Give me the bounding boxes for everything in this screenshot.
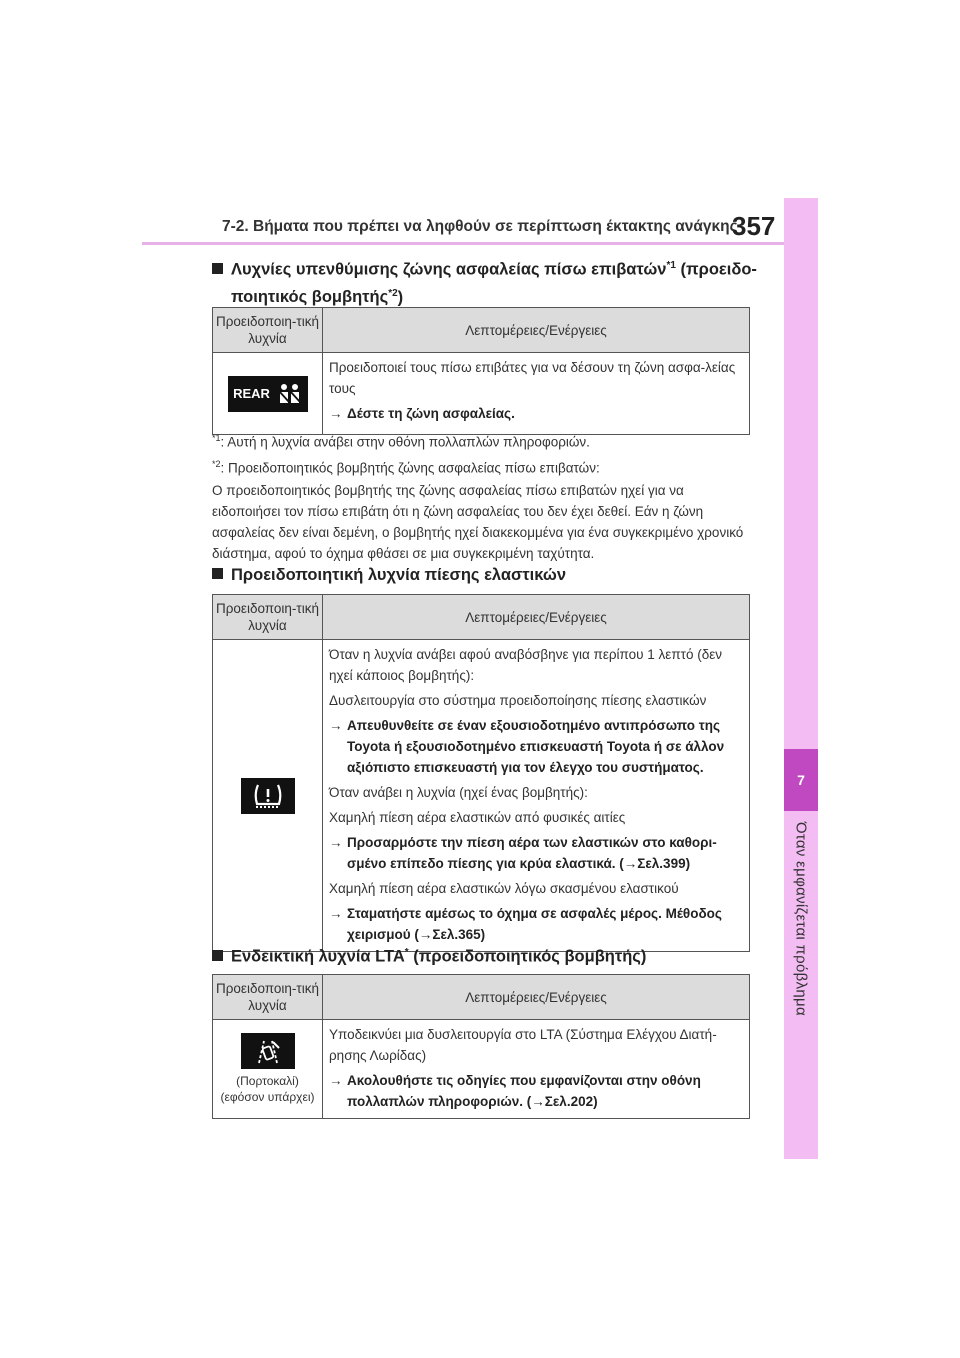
lta-indicator-icon [241, 1033, 295, 1069]
details-cell: Όταν η λυχνία ανάβει αφού αναβόσβηνε για περίπου 1 λεπτό (δεν ηχεί κάποιος βομβητής): Δυσλειτουργία στο σύστημα προειδοποίησης πίεσης ελαστικών → Απευθυνθείτε σε έναν εξουσιοδοτημένο αντιπρόσωπο της Toyota ή εξουσιοδοτημένο επισκευαστή Toyota ή σε άλλον αξιόπιστο επισκευαστή για τον έλεγχο του συστήματος. Όταν ανάβει η λυχνία (ηχεί ένας βομβητής): Χαμηλή πίεση αέρα ελαστικών από φυσικές αιτίες → Προσαρμόστε την πίεση αέρα των ελαστικών στο καθορι-σμένο επίπεδο πίεσης για κρύα ελαστικά. (→Σελ.399) Χαμηλή πίεση αέρα ελαστικών λόγω σκασμένου ελαστικού → Σταματήστε αμέσως το όχημα σε ασφαλές μέρος. Μέθοδος χειρισμού (→Σελ.365) [323, 640, 750, 952]
square-bullet-icon [212, 568, 223, 579]
warning-light-cell [213, 1020, 323, 1119]
chapter-label: Όταν εμφανίζεται πρόβλημα [792, 822, 810, 1016]
header-details: Λεπτομέρειες/Ενέργειες [323, 308, 750, 353]
header-warning-light: Προειδοποιη-τική λυχνία [213, 308, 323, 353]
header-warning-light: Προειδοποιη-τική λυχνία [213, 975, 323, 1020]
action-item: → Απευθυνθείτε σε έναν εξουσιοδοτημένο αντιπρόσωπο της Toyota ή εξουσιοδοτημένο επισκευαστή Toyota ή σε άλλον αξιόπιστο επισκευαστή για τον έλεγχο του συστήματος. [329, 718, 725, 775]
section-heading-lta: Ενδεικτική λυχνία LTA* (προειδοποιητικός βομβητής) [212, 941, 646, 969]
tire-pressure-warning-icon [241, 778, 295, 814]
warning-light-cell [213, 640, 323, 952]
tire-pressure-glyph [251, 782, 285, 810]
footnote-2: $^{*2}$: Προειδοποιητικός βομβητής ζώνης ασφαλείας πίσω επιβατών: [212, 459, 600, 476]
action-item: → Ακολουθήστε τις οδηγίες που εμφανίζονται στην οθόνη πολλαπλών πληροφοριών. (→Σελ.202) [329, 1073, 701, 1109]
table-header-row [213, 975, 750, 1020]
icon-caption-color: (Πορτοκαλί) [236, 1074, 299, 1088]
warning-light-cell [213, 353, 323, 435]
section-heading-tire-pressure: Προειδοποιητική λυχνία πίεσης ελαστικών [212, 563, 566, 587]
header-details: Λεπτομέρειες/Ενέργειες [323, 975, 750, 1020]
square-bullet-icon [212, 263, 223, 274]
icon-caption-availability: (εφόσον υπάρχει) [220, 1090, 315, 1104]
seatbelt-icon [276, 383, 302, 405]
warning-table-lta [212, 974, 750, 1119]
page-header-title: 7-2. Βήματα που πρέπει να ληφθούν σε περίπτωση έκτακτης ανάγκης [222, 218, 738, 235]
lane-tracing-glyph [253, 1036, 283, 1066]
warning-table-rear-seatbelt [212, 307, 750, 435]
table-header-row [213, 308, 750, 353]
rear-seatbelt-reminder-icon: REAR [228, 376, 308, 412]
action-item: → Δέστε τη ζώνη ασφαλείας. [329, 406, 515, 421]
warning-table-tire-pressure [212, 594, 750, 952]
page-number: 357 [732, 211, 776, 241]
action-item: → Σταματήστε αμέσως το όχημα σε ασφαλές μέρος. Μέθοδος χειρισμού (→Σελ.365) [329, 906, 722, 942]
header-divider [142, 242, 784, 245]
section-heading-rear-seatbelt: Λυχνίες υπενθύμισης ζώνης ασφαλείας πίσω επιβατών$^{*1}$ (προειδο- ποιητικός βομβητής$^{*2}$) [212, 254, 757, 309]
action-item: → Προσαρμόστε την πίεση αέρα των ελαστικών στο καθορι-σμένο επίπεδο πίεσης για κρύα ελαστικά. (→Σελ.399) [329, 835, 717, 871]
square-bullet-icon [212, 950, 223, 961]
header-warning-light: Προειδοποιη-τική λυχνία [213, 595, 323, 640]
chapter-label-container [784, 822, 818, 1032]
table-row [213, 353, 750, 435]
footnote-1: $^{*1}$: Αυτή η λυχνία ανάβει στην οθόνη πολλαπλών πληροφοριών. [212, 433, 590, 450]
details-cell: Προειδοποιεί τους πίσω επιβάτες για να δέσουν τη ζώνη ασφα-λείας τους → Δέστε τη ζώνη ασφαλείας. [323, 353, 750, 435]
chapter-number: 7 [784, 749, 818, 811]
table-row [213, 1020, 750, 1119]
header-details: Λεπτομέρειες/Ενέργειες [323, 595, 750, 640]
footnote-paragraph: Ο προειδοποιητικός βομβητής της ζώνης ασφαλείας πίσω επιβατών ηχεί για να ειδοποιήσει τον πίσω επιβάτη ότι η ζώνη ασφαλείας του δεν έχει δεθεί. Εάν η ζώνη ασφαλείας δεν είναι δεμένη, ο βομβητής ηχεί διακεκομμένα για ένα συγκεκριμένο χρονικό διάστημα, αφού το όχημα φθάσει σε μια συγκεκριμένη ταχύτητα. [212, 483, 744, 561]
table-row [213, 640, 750, 952]
table-header-row [213, 595, 750, 640]
details-cell: Υποδεικνύει μια δυσλειτουργία στο LTA (Σύστημα Ελέγχου Διατή-ρησης Λωρίδας) → Ακολουθήστε τις οδηγίες που εμφανίζονται στην οθόνη πολλαπλών πληροφοριών. (→Σελ.202) [323, 1020, 750, 1119]
